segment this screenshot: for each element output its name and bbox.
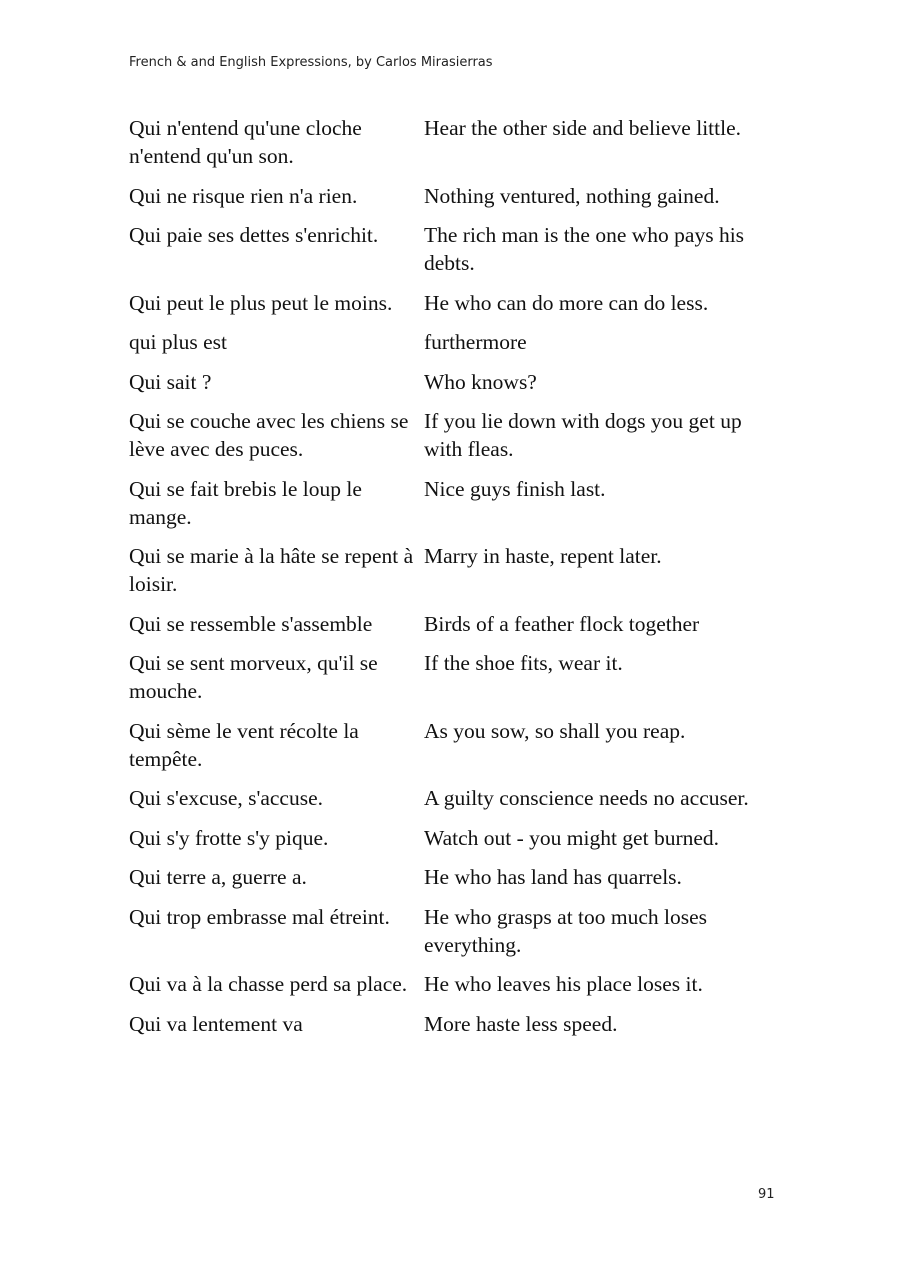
french-expression: Qui se ressemble s'assemble	[129, 611, 373, 636]
english-translation: He who grasps at too much loses everything.	[424, 904, 708, 957]
expression-row	[129, 407, 779, 463]
english-translation: He who leaves his place loses it.	[424, 972, 703, 996]
english-translation: furthermore	[424, 330, 527, 354]
expression-row	[129, 182, 779, 210]
expression-row	[129, 717, 779, 773]
expression-row	[129, 1010, 779, 1038]
english-translation: Nice guys finish last.	[424, 476, 606, 501]
french-expression: Qui se sent morveux, qu'il se mouche.	[129, 651, 378, 703]
expression-row	[129, 475, 779, 531]
english-translation: A guilty conscience needs no accuser.	[424, 786, 749, 810]
english-translation: Watch out - you might get burned.	[424, 825, 720, 850]
expression-row	[129, 114, 779, 170]
expression-row	[129, 863, 779, 891]
french-expression: Qui s'y frotte s'y pique.	[129, 825, 329, 850]
expression-row	[129, 610, 779, 638]
running-header: French & and English Expressions, by Carlos Mirasierras	[129, 55, 493, 70]
page-number: 91	[758, 1187, 775, 1202]
french-expression: Qui trop embrasse mal étreint.	[129, 904, 390, 929]
english-translation: Nothing ventured, nothing gained.	[424, 183, 720, 208]
expression-row	[129, 289, 779, 317]
french-expression: Qui s'excuse, s'accuse.	[129, 786, 324, 810]
expression-row	[129, 328, 779, 356]
english-translation: He who can do more can do less.	[424, 290, 709, 315]
english-translation: The rich man is the one who pays his debts.	[424, 223, 745, 275]
french-expression: Qui va à la chasse perd sa place.	[129, 972, 408, 996]
french-expression: Qui terre a, guerre a.	[129, 865, 307, 889]
english-translation: More haste less speed.	[424, 1011, 618, 1036]
french-expression: Qui peut le plus peut le moins.	[129, 290, 393, 315]
expression-row	[129, 824, 779, 852]
french-expression: Qui se marie à la hâte se repent à loisir.	[129, 544, 414, 596]
french-expression: Qui ne risque rien n'a rien.	[129, 183, 358, 208]
french-expression: Qui se couche avec les chiens se lève avec des puces.	[129, 409, 409, 461]
french-expression: Qui n'entend qu'une cloche n'entend qu'un son.	[129, 116, 362, 168]
french-expression: Qui se fait brebis le loup le mange.	[129, 476, 362, 529]
french-expression: Qui sème le vent récolte la tempête.	[129, 718, 359, 771]
expression-row	[129, 221, 779, 277]
french-expression: Qui va lentement va	[129, 1011, 303, 1036]
expression-row	[129, 649, 779, 705]
english-translation: Who knows?	[424, 369, 537, 394]
english-translation: Hear the other side and believe little.	[424, 116, 741, 140]
english-translation: He who has land has quarrels.	[424, 865, 682, 889]
expression-row	[129, 970, 779, 998]
expression-row	[129, 542, 779, 598]
english-translation: Marry in haste, repent later.	[424, 544, 662, 568]
expression-row	[129, 903, 779, 959]
english-translation: If you lie down with dogs you get up with fleas.	[424, 409, 742, 461]
english-translation: Birds of a feather flock together	[424, 611, 700, 636]
french-expression: qui plus est	[129, 330, 227, 354]
english-translation: If the shoe fits, wear it.	[424, 651, 623, 675]
french-expression: Qui paie ses dettes s'enrichit.	[129, 223, 379, 247]
french-expression: Qui sait ?	[129, 369, 212, 394]
expression-row	[129, 784, 779, 812]
expression-table	[129, 114, 779, 1049]
english-translation: As you sow, so shall you reap.	[424, 718, 686, 743]
expression-row	[129, 368, 779, 396]
